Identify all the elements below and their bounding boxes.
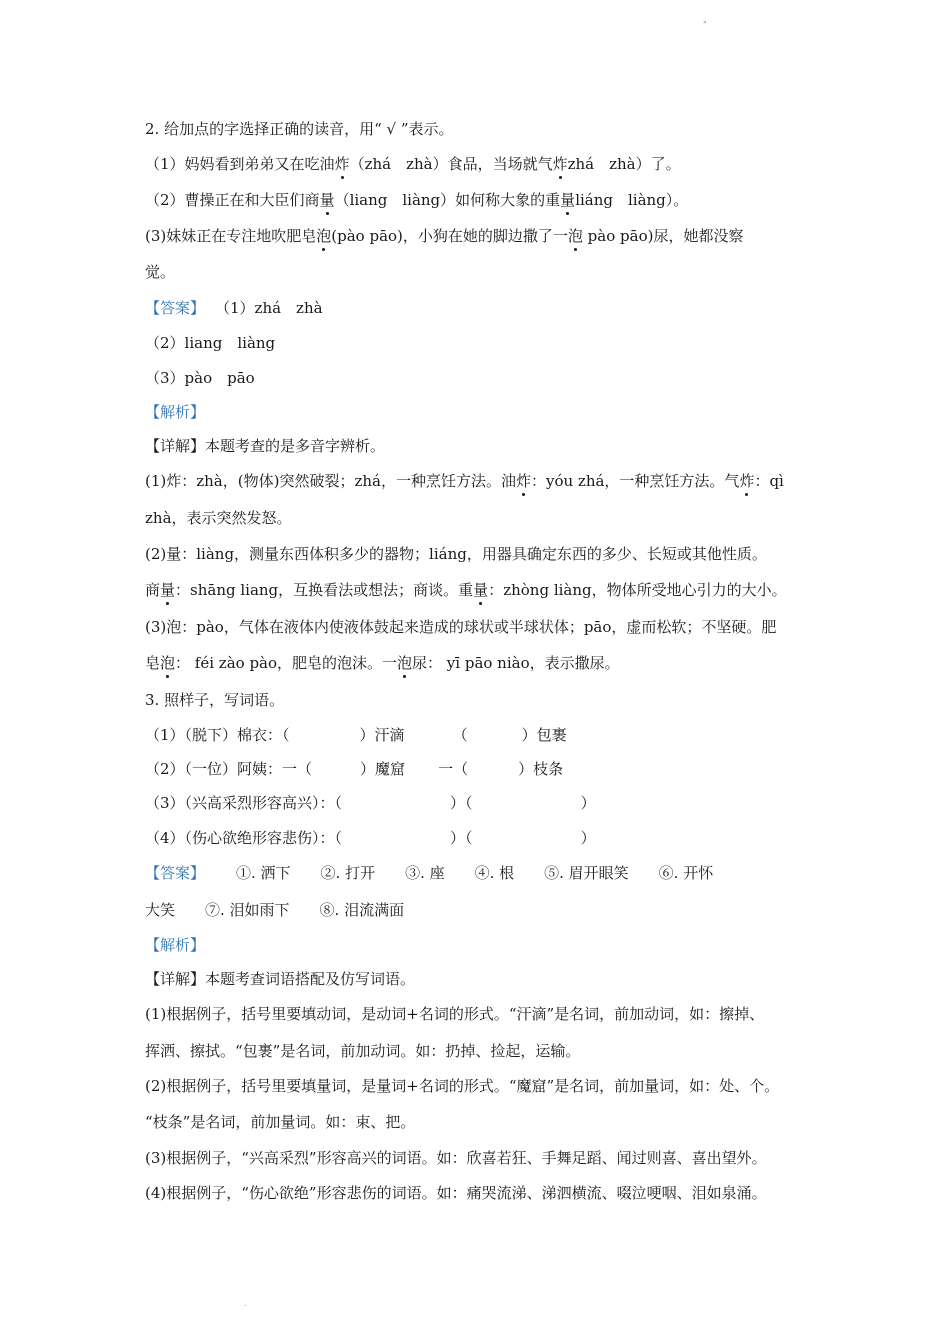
q2-answer-3: （3）pào pāo <box>145 369 255 387</box>
dotted-char: 泡 <box>397 654 413 672</box>
dotted-char: 炸 <box>334 155 350 173</box>
q2-explain-1: (1)炸：zhà，(物体)突然破裂；zhá，一种烹饪方法。油炸：yóu zhá，一种烹饪方法。气炸：qì <box>145 472 784 490</box>
q3-explain-line: (2)根据例子，括号里要填量词，是量词+名词的形式。“魔窟”是名词，前加量词，如：处、个。 <box>145 1077 780 1095</box>
q2-detail: 【详解】本题考查的是多音字辨析。 <box>145 437 386 455</box>
q3-analysis-tag: 【解析】 <box>145 936 206 954</box>
q2-answer-1: （1）zhá zhà <box>215 299 323 317</box>
q2-answer-tag: 【答案】 <box>145 299 206 317</box>
q2-explain-3-cont: 皂泡： féi zào pào，肥皂的泡沫。一泡尿： yī pāo niào，表示撒尿。 <box>145 654 620 672</box>
q2-sentence-2: （2）曹操正在和大臣们商量（liang liàng）如何称大象的重量liáng liàng）。 <box>145 191 689 209</box>
q3-answer-2: 大笑 ⑦. 泪如雨下 ⑧. 泪流满面 <box>145 901 405 919</box>
corner-mark-bottom: . <box>244 1299 247 1308</box>
q3-explain-line: (4)根据例子，“伤心欲绝”形容悲伤的词语。如：痛哭流涕、涕泗横流、啜泣哽咽、泪如泉涌。 <box>145 1184 767 1202</box>
dotted-char: 量 <box>160 581 176 599</box>
q2-sentence-1: （1）妈妈看到弟弟又在吃油炸（zhá zhà）食品，当场就气炸zhá zhà）了。 <box>145 155 681 173</box>
q2-sentence-3-cont: 觉。 <box>145 263 176 281</box>
dotted-char: 泡 <box>160 654 176 672</box>
dotted-char: 量 <box>473 581 489 599</box>
q3-title: 3. 照样子，写词语。 <box>145 691 285 709</box>
dotted-char: 量 <box>560 191 576 209</box>
q2-explain-2-cont: 商量：shāng liang，互换看法或想法；商谈。重量：zhòng liàng，物体所受地心引力的大小。 <box>145 581 787 599</box>
dotted-char: 泡 <box>316 227 332 245</box>
q3-answer-tag: 【答案】 <box>145 864 206 882</box>
q3-row-3: （3）（兴高采烈形容高兴）：（ ）（ ） <box>145 794 596 812</box>
dotted-char: 炸 <box>515 472 531 490</box>
dotted-char: 炸 <box>552 155 568 173</box>
q2-explain-3: (3)泡：pào，气体在液体内使液体鼓起来造成的球状或半球状体；pāo，虚而松软；不坚硬。肥 <box>145 618 777 636</box>
dotted-char: 量 <box>319 191 335 209</box>
q3-explain-line: (3)根据例子，“兴高采烈”形容高兴的词语。如：欣喜若狂、手舞足蹈、闻过则喜、喜出望外。 <box>145 1149 767 1167</box>
q3-detail: 【详解】本题考查词语搭配及仿写词语。 <box>145 970 416 988</box>
q2-explain-1-cont: zhà，表示突然发怒。 <box>145 509 292 527</box>
q2-explain-2: (2)量：liàng，测量东西体积多少的器物；liáng，用器具确定东西的多少、长短或其他性质。 <box>145 545 767 563</box>
q2-title: 2. 给加点的字选择正确的读音，用“ √ ”表示。 <box>145 120 454 138</box>
q3-row-4: （4）（伤心欲绝形容悲伤）：（ ）（ ） <box>145 829 596 847</box>
q3-explain-line: 挥洒、擦拭。“包裹”是名词，前加动词。如：扔掉、捡起，运输。 <box>145 1042 581 1060</box>
q3-answer-1: ①. 洒下 ②. 打开 ③. 座 ④. 根 ⑤. 眉开眼笑 ⑥. 开怀 <box>236 864 714 882</box>
q2-answer-2: （2）liang liàng <box>145 334 276 352</box>
dotted-char: 泡 <box>567 227 583 245</box>
q3-explain-line: “枝条”是名词，前加量词。如：束、把。 <box>145 1113 416 1131</box>
q2-analysis-tag: 【解析】 <box>145 403 206 421</box>
corner-mark-top: " <box>703 20 707 29</box>
dotted-char: 炸 <box>739 472 755 490</box>
q3-explain-line: (1)根据例子，括号里要填动词，是动词+名词的形式。“汗滴”是名词，前加动词，如：擦掉、 <box>145 1005 765 1023</box>
q3-row-1: （1）（脱下）棉衣：（ ）汗滴 （ ）包裹 <box>145 726 567 744</box>
q3-row-2: （2）（一位）阿姨：一（ ）魔窟 一（ ）枝条 <box>145 760 564 778</box>
q2-sentence-3: (3)妹妹正在专注地吹肥皂泡(pào pāo)，小狗在她的脚边撒了一泡 pào pāo)尿，她都没察 <box>145 227 744 245</box>
